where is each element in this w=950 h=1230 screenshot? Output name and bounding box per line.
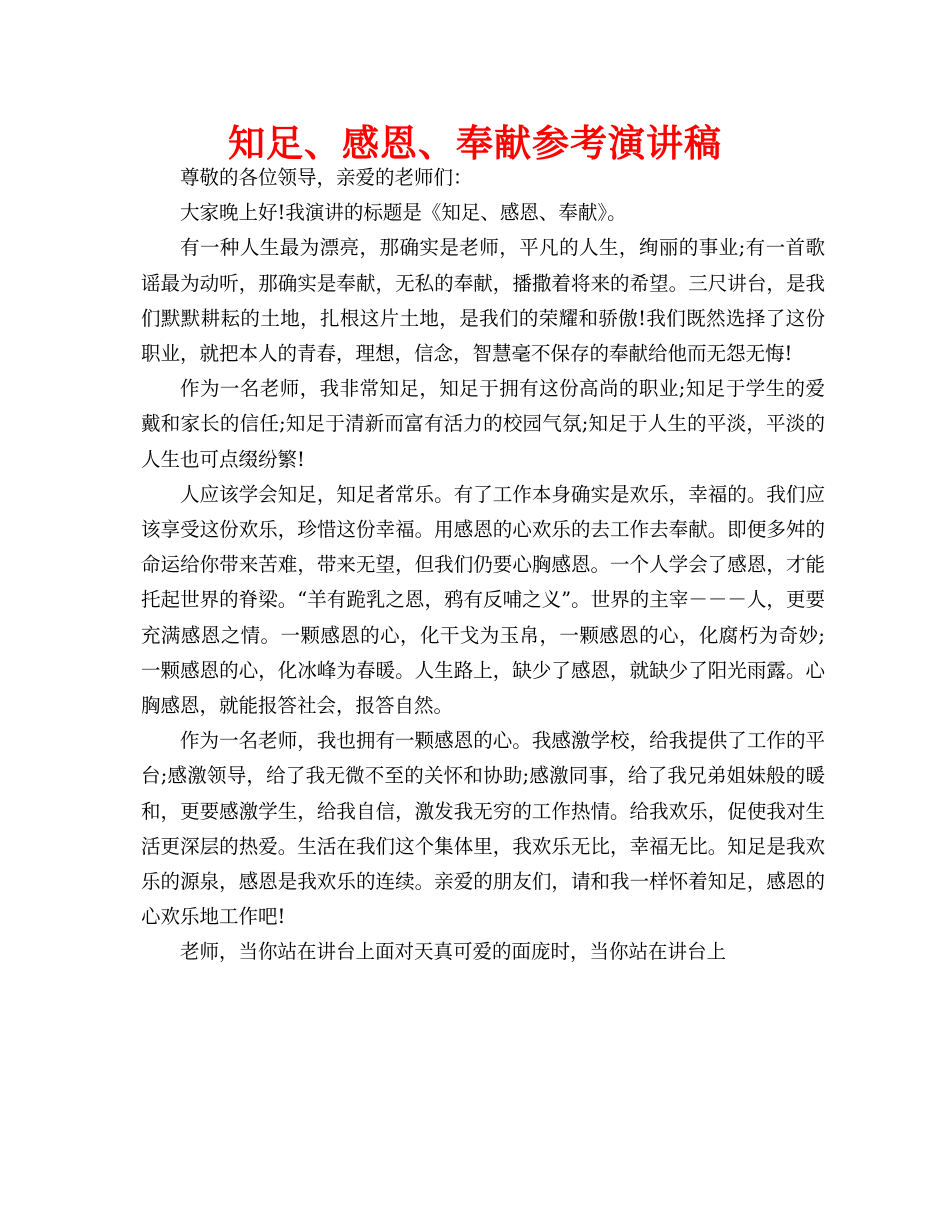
body-paragraph: 有一种人生最为漂亮，那确实是老师，平凡的人生，绚丽的事业;有一首歌谣最为动听，那确实是奉献，无私的奉献，播撒着将来的希望。三尺讲台，是我们默默耕耘的土地，扎根这片土地，是我们的荣耀和骄傲!我们既然选择了这份职业，就把本人的青春，理想，信念，智慧毫不保存的奉献给他而无怨无悔! [141, 236, 825, 366]
greeting-paragraph: 大家晚上好!我演讲的标题是《知足、感恩、奉献》。 [180, 201, 627, 225]
body-paragraph: 人应该学会知足，知足者常乐。有了工作本身确实是欢乐，幸福的。我们应该享受这份欢乐，珍惜这份幸福。用感恩的心欢乐的去工作去奉献。即便多舛的命运给你带来苦难，带来无望，但我们仍要心胸感恩。一个人学会了感恩，才能托起世界的脊梁。“羊有跪乳之恩，鸦有反哺之义”。世界的主宰－－－人，更要充满感恩之情。一颗感恩的心，化干戈为玉帛，一颗感恩的心，化腐朽为奇妙;一颗感恩的心，化冰峰为春暖。人生路上，缺少了感恩，就缺少了阳光雨露。心胸感恩，就能报答社会，报答自然。 [141, 482, 825, 718]
document-body [141, 160, 825, 970]
body-paragraph: 作为一名老师，我非常知足，知足于拥有这份高尚的职业;知足于学生的爱戴和家长的信任;知足于清新而富有活力的校园气氛;知足于人生的平淡，平淡的人生也可点缀纷繁! [141, 377, 825, 471]
document-title: 知足、感恩、奉献参考演讲稿 [228, 122, 722, 165]
body-paragraph: 老师，当你站在讲台上面对天真可爱的面庞时，当你站在讲台上 [180, 940, 727, 964]
body-paragraph: 作为一名老师，我也拥有一颗感恩的心。我感激学校，给我提供了工作的平台;感激领导，给了我无微不至的关怀和协助;感激同事，给了我兄弟姐妹般的暖和，更要感激学生，给我自信，激发我无穷的工作热情。给我欢乐，促使我对生活更深层的热爱。生活在我们这个集体里，我欢乐无比，幸福无比。知足是我欢乐的源泉，感恩是我欢乐的连续。亲爱的朋友们，请和我一样怀着知足，感恩的心欢乐地工作吧! [141, 729, 825, 929]
salutation-paragraph: 尊敬的各位领导，亲爱的老师们： [180, 166, 473, 189]
